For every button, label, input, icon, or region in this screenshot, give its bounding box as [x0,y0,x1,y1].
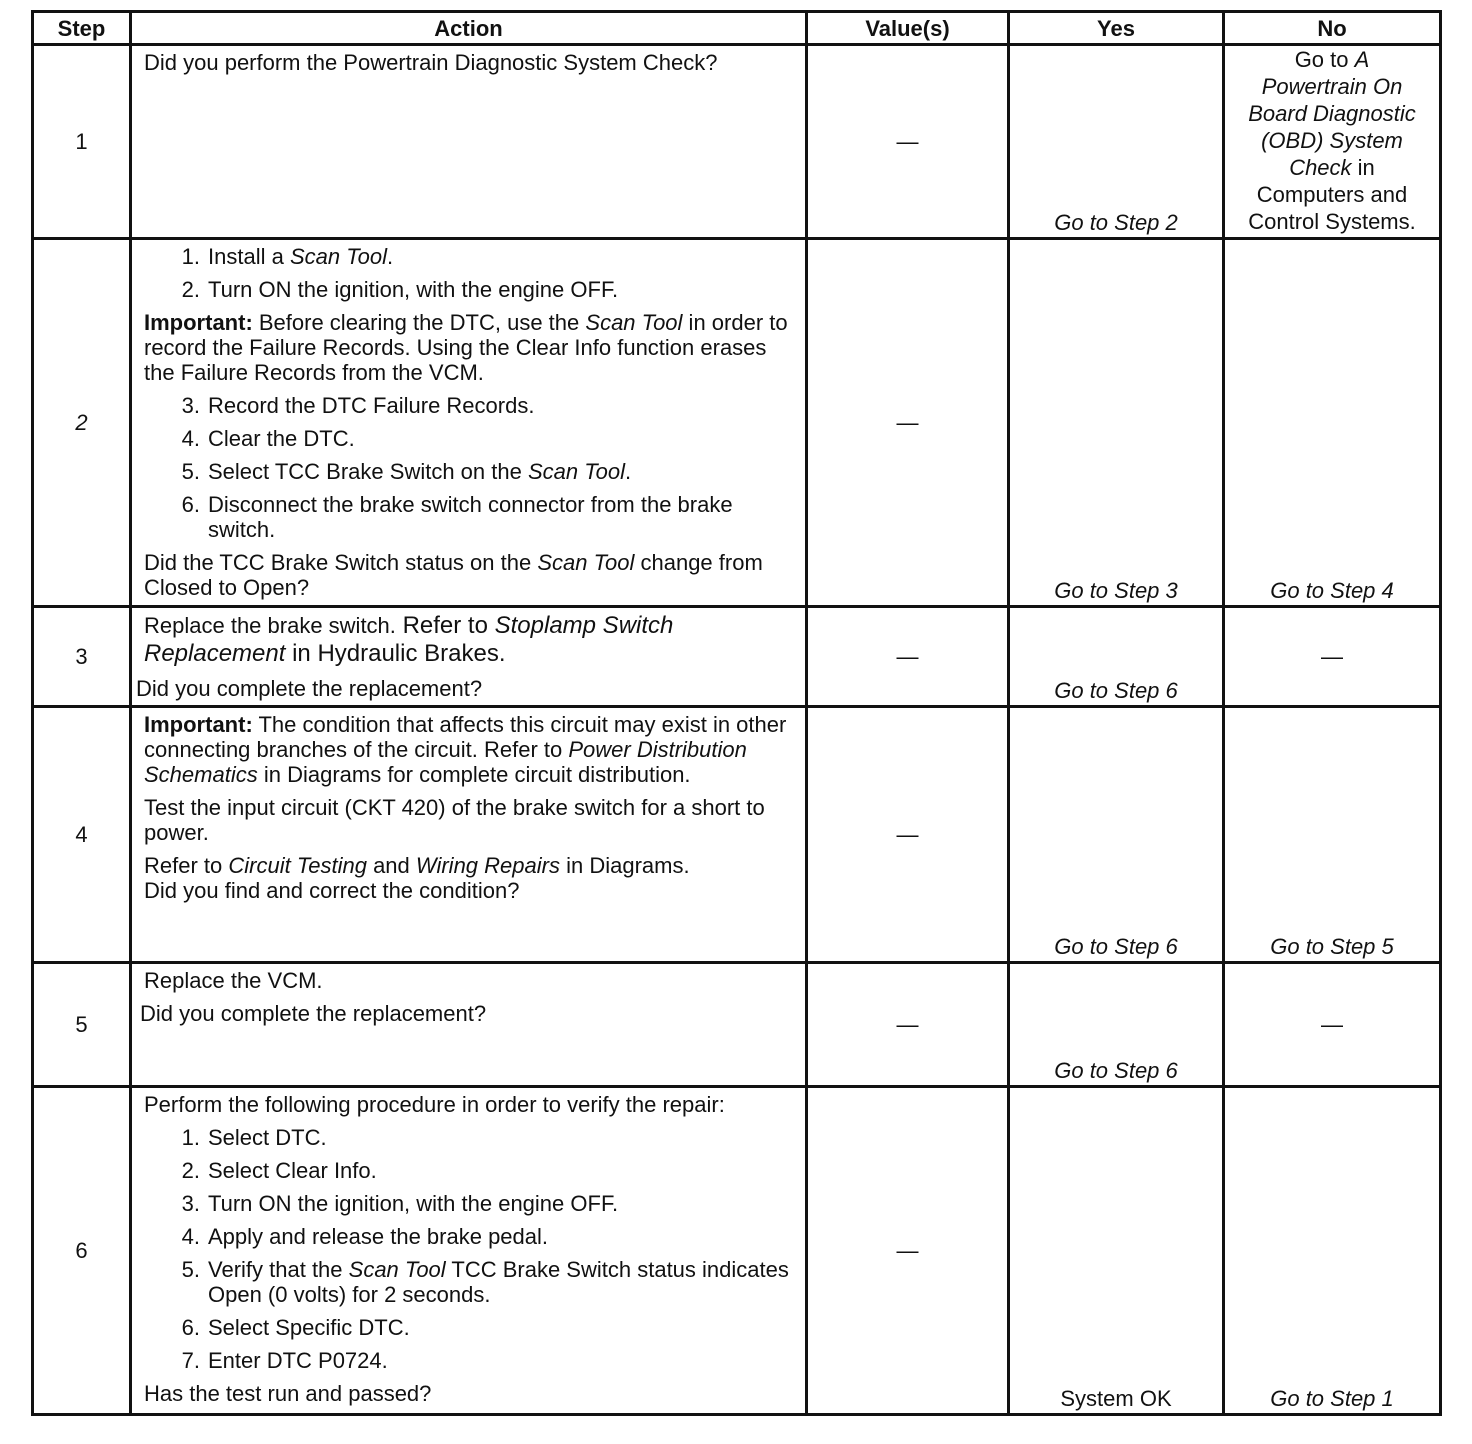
step-number: 2 [33,239,131,607]
diagnostic-table [31,10,1442,1416]
yes-link[interactable]: Go to Step 6 [1009,963,1224,1087]
action-cell [131,239,807,607]
no-link[interactable]: Go to Step 4 [1224,239,1441,607]
value-cell: — [807,607,1009,707]
test-instruction: Test the input circuit (CKT 420) of the brake switch for a short to power. [144,795,765,845]
list-item: 3. Record the DTC Failure Records. [181,393,535,418]
header-yes: Yes [1009,12,1224,45]
question-text: Has the test run and passed? [144,1381,432,1406]
yes-link[interactable]: Go to Step 3 [1009,239,1224,607]
list-item: 5. Select TCC Brake Switch on the Scan Tool. [181,459,632,484]
header-values: Value(s) [807,12,1009,45]
action-cell [131,45,807,239]
no-link[interactable]: Go to Step 1 [1224,1087,1441,1415]
list-item: 4. Apply and release the brake pedal. [181,1224,549,1249]
value-cell: — [807,963,1009,1087]
table-row [33,963,1441,1087]
header-action: Action [131,12,807,45]
list-item: 6. Select Specific DTC. [181,1315,410,1340]
table-row [33,239,1441,607]
value-cell: — [807,707,1009,963]
question-text: Did you complete the replacement? [140,1001,487,1026]
important-note: Important: The condition that affects this circuit may exist in other connecting branches of the circuit. Refer to Power Distribution Schematics in Diagrams for complete circuit distribution. [144,712,787,787]
procedure-list [144,393,795,542]
value-cell: — [807,45,1009,239]
list-item: 3. Turn ON the ignition, with the engine OFF. [181,1191,619,1216]
header-step: Step [33,12,131,45]
list-item: 2. Turn ON the ignition, with the engine OFF. [181,277,619,302]
yes-link[interactable]: Go to Step 2 [1009,45,1224,239]
step-number: 4 [33,707,131,963]
table-row [33,607,1441,707]
question-text: Did the TCC Brake Switch status on the Scan Tool change from Closed to Open? [144,550,763,600]
action-cell [131,607,807,707]
action-text: Replace the brake switch. Refer to Stoplamp Switch Replacement in Hydraulic Brakes. [144,612,674,667]
no-cell[interactable] [1224,45,1441,239]
question-text: Did you complete the replacement? [136,676,483,701]
action-text: Replace the VCM. [144,968,323,993]
table-row [33,1087,1441,1415]
list-item: 4. Clear the DTC. [181,426,355,451]
step-number: 6 [33,1087,131,1415]
procedure-list [144,244,795,302]
step-number: 3 [33,607,131,707]
list-item: 6. Disconnect the brake switch connector from the brake switch. [181,492,733,542]
yes-result: System OK [1009,1087,1224,1415]
procedure-list [144,1125,795,1373]
reference-text: Refer to Circuit Testing and Wiring Repairs in Diagrams. [144,853,690,878]
header-no: No [1224,12,1441,45]
step-number: 1 [33,45,131,239]
question-text: Did you find and correct the condition? [144,878,520,903]
no-link[interactable]: Go to Step 5 [1224,707,1441,963]
action-cell [131,963,807,1087]
table-row [33,45,1441,239]
header-row [33,12,1441,45]
value-cell: — [807,239,1009,607]
list-item: 7. Enter DTC P0724. [181,1348,388,1373]
action-cell [131,1087,807,1415]
list-item: 5. Verify that the Scan Tool TCC Brake Switch status indicates Open (0 volts) for 2 seconds. [181,1257,789,1307]
intro-text: Perform the following procedure in order to verify the repair: [144,1092,725,1117]
no-cell: — [1224,963,1441,1087]
list-item: 1. Install a Scan Tool. [181,244,394,269]
table-row [33,707,1441,963]
no-cell: — [1224,607,1441,707]
action-cell [131,707,807,963]
list-item: 2. Select Clear Info. [181,1158,377,1183]
step-number: 5 [33,963,131,1087]
important-note: Important: Before clearing the DTC, use the Scan Tool in order to record the Failure Records. Using the Clear Info function erases the Failure Records from the VCM. [144,310,788,385]
yes-link[interactable]: Go to Step 6 [1009,707,1224,963]
no-reference[interactable]: Go to A Powertrain On Board Diagnostic (OBD) System Check in Computers and Control Systems. [1248,47,1416,234]
list-item: 1. Select DTC. [181,1125,327,1150]
value-cell: — [807,1087,1009,1415]
yes-link[interactable]: Go to Step 6 [1009,607,1224,707]
question-text: Did you perform the Powertrain Diagnostic System Check? [144,50,718,75]
